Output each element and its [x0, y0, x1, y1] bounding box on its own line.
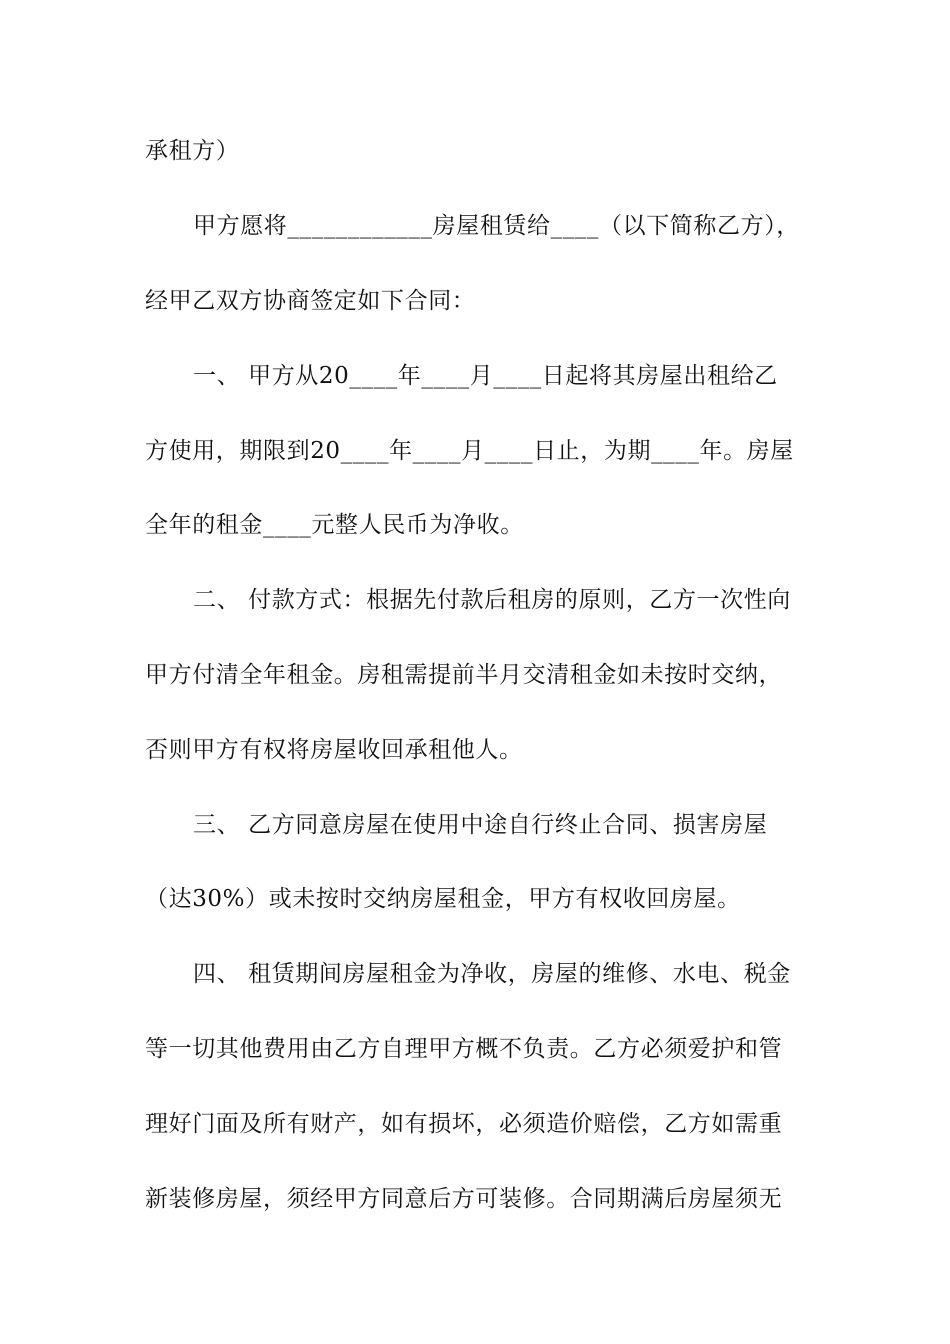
text-line: 理好门面及所有财产，如有损坏，必须造价赔偿，乙方如需重	[145, 1111, 783, 1137]
text-line: 甲方愿将____________房屋租赁给____（以下简称乙方），	[193, 213, 800, 239]
text-line: 否则甲方有权将房屋收回承租他人。	[145, 737, 523, 763]
text-line: 全年的租金____元整人民币为净收。	[145, 512, 524, 538]
text-line: 一、 甲方从20____年____月____日起将其房屋出租给乙	[193, 363, 778, 389]
text-line: 新装修房屋，须经甲方同意后方可装修。合同期满后房屋须无	[145, 1186, 783, 1212]
text-line: 等一切其他费用由乙方自理甲方概不负责。乙方必须爱护和管	[145, 1036, 783, 1062]
text-line: 甲方付清全年租金。房租需提前半月交清租金如未按时交纳，	[145, 662, 783, 688]
text-line: 三、 乙方同意房屋在使用中途自行终止合同、损害房屋	[193, 812, 768, 838]
text-line: 方使用，期限到20____年____月____日止，为期____年。房屋	[145, 438, 794, 464]
text-line: 经甲乙双方协商签定如下合同：	[145, 288, 476, 314]
text-line: 四、 租赁期间房屋租金为净收，房屋的维修、水电、税金	[193, 961, 791, 987]
text-line: 承租方）	[145, 138, 240, 164]
text-line: （达30%）或未按时交纳房屋租金，甲方有权收回房屋。	[145, 886, 741, 912]
text-line: 二、 付款方式：根据先付款后租房的原则，乙方一次性向	[193, 587, 791, 613]
